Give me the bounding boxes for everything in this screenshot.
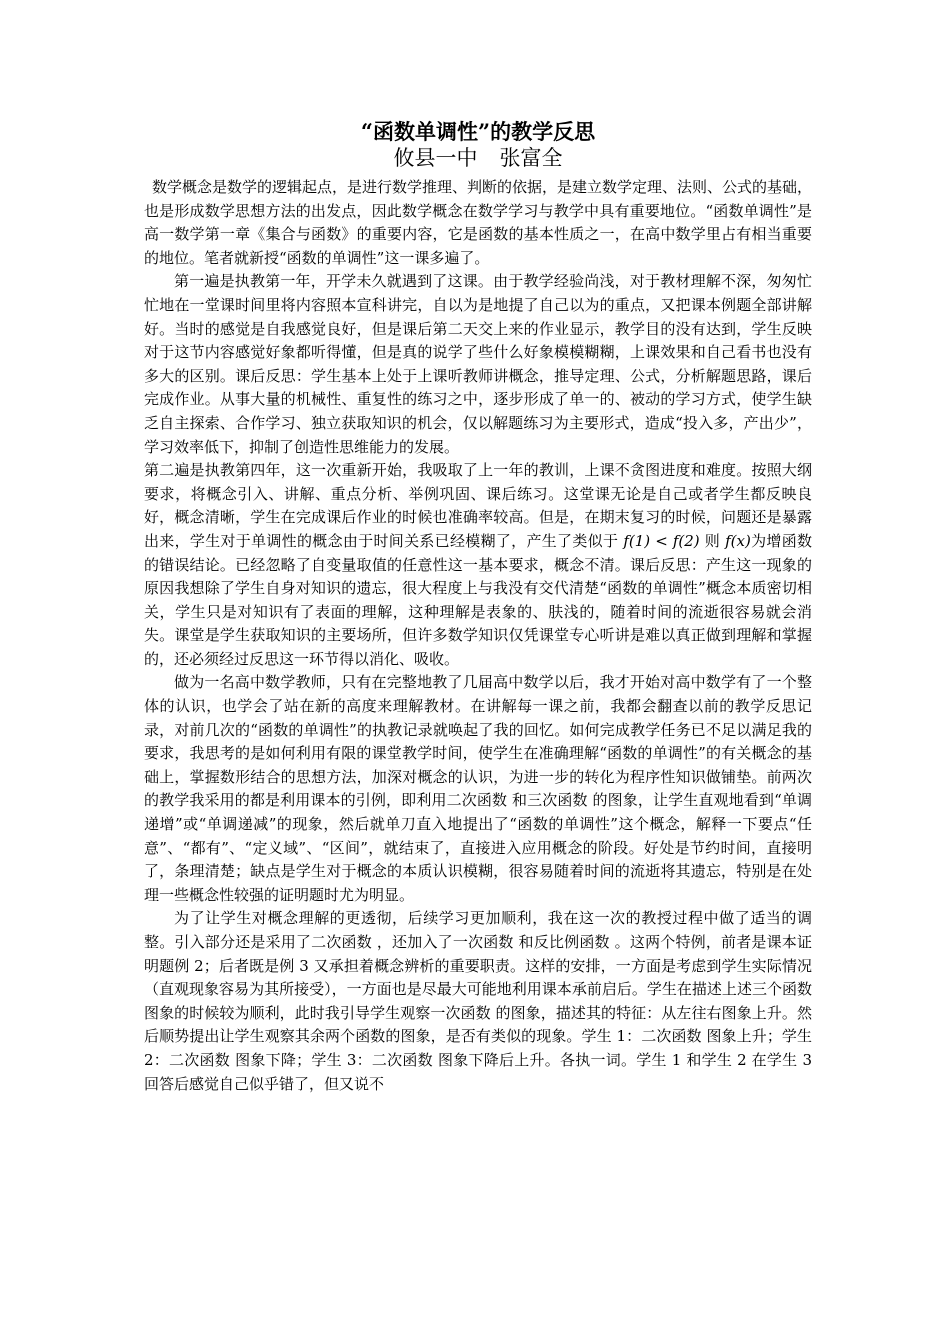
paragraph-second-part-2: 则 — [699, 531, 726, 550]
author-line — [144, 146, 812, 170]
document-title: “函数单调性”的教学反思 — [360, 119, 596, 144]
author-name: 张富全 — [499, 146, 563, 170]
paragraph-first-teaching: 第一遍是执教第一年，开学未久就遇到了这课。由于教学经验尚浅，对于教材理解不深，匆匆忙忙地在一堂课时间里将内容照本宣科讲完，自以为是地提了自己以为的重点，又把课本例题全部讲解好。当时的感觉是自我感觉良好，但是课后第二天交上来的作业显示，教学目的没有达到，学生反映对于这节内容感觉好象都听得懂，但是真的说学了些什么好象模模糊糊，上课效果和自己看书也没有多大的区别。课后反思：学生基本上处于上课听教师讲概念，推导定理、公式，分析解题思路，课后完成作业。从事大量的机械性、重复性的练习之中，逐步形成了单一的、被动的学习方式，使学生缺乏自主探索、合作学习、独立获取知识的机会，仅以解题练习为主要形式，造成“投入多，产出少”，学习效率低下，抑制了创造性思维能力的发展。 — [144, 272, 812, 456]
paragraph-intro: 数学概念是数学的逻辑起点，是进行数学推理、判断的依据，是建立数学定理、法则、公式的基础，也是形成数学思想方法的出发点，因此数学概念在数学学习与教学中具有重要地位。“函数单调性”是高一数学第一章《集合与函数》的重要内容，它是函数的基本性质之一，在高中数学里占有相当重要的地位。笔者就新授“函数的单调性”这一课多遍了。 — [144, 178, 813, 267]
math-inequality: f(1) < f(2) — [623, 531, 700, 550]
math-function: f(x) — [725, 531, 751, 550]
paragraph-adjustment: 为了让学生对概念理解的更透彻，后续学习更加顺利，我在这一次的教授过程中做了适当的调整。引入部分还是采用了二次函数 ，还加入了一次函数 和反比例函数 。这两个特例，前者是课本证明题例 2；后者既是例 3 又承担着概念辨析的重要职责。这样的安排，一方面是考虑到学生实际情况（直观现象容易为其所接受），一方面也是尽最大可能地利用课本承前启后。学生在描述上述三个函数图象的时候较为顺利，此时我引导学生观察一次函数 的图象，描述其的特征：从左往右图象上升。然后顺势提出让学生观察其余两个函数的图象，是否有类似的现象。学生 1：二次函数 图象上升；学生 2：二次函数 图象下降；学生 3：二次函数 图象下降后上升。各执一词。学生 1 和学生 2 在学生 3 回答后感觉自己似乎错了，但又说不 — [144, 909, 812, 1093]
paragraph-second-part-1: 第二遍是执教第四年，这一次重新开始，我吸取了上一年的教训，上课不贪图进度和难度。按照大纲要求，将概念引入、讲解、重点分析、举例巩固、课后练习。这堂课无论是自己或者学生都反映良好，概念清晰，学生在完成课后作业的时候也准确率较高。但是，在期末复习的时候，问题还是暴露出来，学生对于单调性的概念由于时间关系已经模糊了，产生了类似于 — [144, 461, 812, 550]
document-page — [144, 118, 812, 1096]
paragraph-reflection: 做为一名高中数学教师，只有在完整地教了几届高中数学以后，我才开始对高中数学有了一个整体的认识，也学会了站在新的高度来理解教材。在讲解每一课之前，我都会翻查以前的教学反思记录，对前几次的“函数的单调性”的执教记录就唤起了我的回忆。如何完成教学任务已不足以满足我的要求，我思考的是如何利用有限的课堂教学时间，使学生在准确理解“函数的单调性”的有关概念的基础上，掌握数形结合的思想方法，加深对概念的认识，为进一步的转化为程序性知识做铺垫。前两次的教学我采用的都是利用课本的引例，即利用二次函数 和三次函数 的图象，让学生直观地看到“单调递增”或“单调递减”的现象，然后就单刀直入地提出了“函数的单调性”这个概念，解释一下要点“任意”、“都有”、“定义域”、“区间”，就结束了，直接进入应用概念的阶段。好处是节约时间，直接明了，条理清楚；缺点是学生对于概念的本质认识模糊，很容易随着时间的流逝将其遗忘，特别是在处理一些概念性较强的证明题时尤为明显。 — [144, 673, 812, 904]
paragraph-second-part-3: 为增函数的错误结论。已经忽略了自变量取值的任意性这一基本要求，概念不清。课后反思：产生这一现象的原因我想除了学生自身对知识的遗忘，很大程度上与我没有交代清楚“函数的单调性”概念本质密切相关，学生只是对知识有了表面的理解，这种理解是表象的、肤浅的，随着时间的流逝很容易就会消失。课堂是学生获取知识的主要场所，但许多数学知识仅凭课堂专心听讲是难以真正做到理解和掌握的，还必须经过反思这一环节得以消化、吸收。 — [144, 531, 812, 668]
author-school: 攸县一中 — [393, 146, 478, 170]
paragraph-second-teaching — [144, 459, 812, 671]
